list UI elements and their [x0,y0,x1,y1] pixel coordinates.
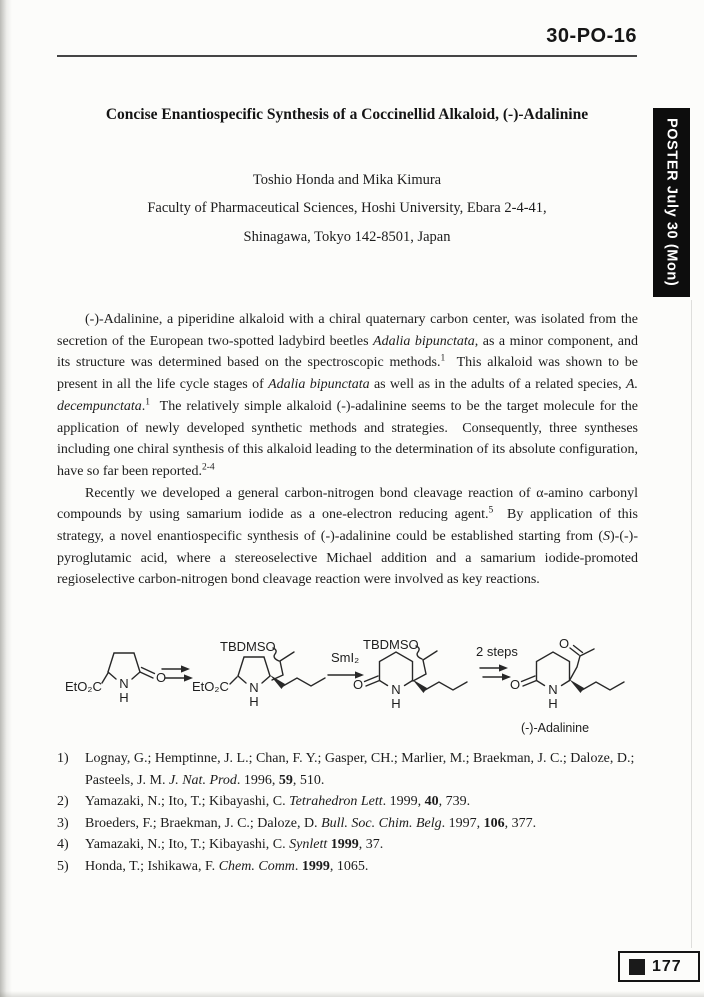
affiliation-line-1: Faculty of Pharmaceutical Sciences, Hoshi University, Ebara 2-4-41, [147,200,547,216]
species-name-italic: A. decempunctata [57,377,639,414]
ref-separator: . [294,858,302,874]
label-two-steps: 2 steps [476,644,518,659]
label-tbdmso-group: TBDMSO [363,637,419,652]
ref-authors: Honda, T.; Ishikawa, F. [85,858,219,874]
text-run: . [141,398,146,414]
scan-crease-line [691,300,692,948]
page-number-square-icon [629,959,645,975]
text-run: The relatively simple alkaloid (-)-adalinine seems to be the target molecule for the application of newly developed synthetic methods and strategies. Consequently, three syntheses including one chiral synthesis of this alkaloid leading to the determination of its absolute configuration, have so far been reported. [57,398,638,479]
structure-pyrrolidine-intermediate [192,639,325,709]
authors-line: Toshio Honda and Mika Kimura [252,172,442,188]
atom-label-oxygen: O [509,677,521,692]
ref-volume-bold: 106 [483,815,505,831]
reference-superscript: 1 [145,397,150,408]
structure-ethyl-pyroglutamate [65,653,166,705]
ref-journal-italic: Tetrahedron Lett [289,794,383,810]
scan-edge-shadow-bottom [0,991,704,997]
reference-superscript: 1 [440,353,446,364]
ref-journal-italic: Bull. Soc. Chim. Belg [321,815,442,831]
ref-separator: . 1997, [441,815,484,831]
reference-item [57,856,641,878]
ref-volume-bold: 59 [278,772,293,788]
text-run: Recently we developed a general carbon-nitrogen bond cleavage reaction of α-amino carbonyl compounds by using samarium iodide as a one-electron reducing agent. [57,485,638,523]
abstract-paragraph-1 [57,309,638,483]
ref-volume-bold: 40 [424,794,439,810]
header-divider-rule [57,55,637,57]
reference-superscript: 2-4 [201,462,215,473]
ref-pages: , 510. [292,772,325,788]
double-reaction-arrow-2 [476,644,518,681]
species-name-italic: Adalia bipunctata [373,333,475,349]
text-run: (-)-Adalinine, a piperidine alkaloid with a chiral quaternary carbon center, was isolated from the secretion of the European two-spotted ladybird beetles [57,312,638,349]
ref-authors: Yamazaki, N.; Ito, T.; Kibayashi, C. [85,837,290,853]
ref-volume-bold: 1999 [330,837,359,853]
atom-label-hydrogen: H [249,694,259,709]
product-name-label: (-)-Adalinine [520,721,590,735]
atom-label-nitrogen: N [249,680,259,695]
label-tbdmso-group: TBDMSO [220,639,276,654]
double-reaction-arrow-1 [162,665,193,681]
text-run: By application of this strategy, a novel enantiospecific synthesis of (-)-adalinine could be established starting from ( [57,507,638,545]
ref-journal-italic: Synlett [289,837,328,853]
ref-number: 2) [57,794,69,810]
label-ester-group: EtO₂C [65,679,102,694]
atom-label-oxygen: O [558,636,570,651]
ref-number: 4) [57,837,69,853]
ref-journal-italic: Chem. Comm [218,858,295,874]
text-run: This alkaloid was shown to be present in all the life cycle stages of [57,355,638,393]
ref-number: 5) [57,858,69,874]
ref-pages: , 739. [438,794,471,810]
reaction-scheme-svg [52,622,652,747]
page-number-box [618,951,700,982]
atom-label-nitrogen: N [119,676,129,691]
ref-pages: , 37. [358,837,384,853]
ref-separator: . 1996, [236,772,279,788]
text-run: , as a minor component, and its structure was determined based on the spectroscopic methods. [57,333,638,371]
atom-label-oxygen: O [156,670,167,685]
reference-item [57,813,641,835]
atom-label-nitrogen: N [391,682,401,697]
poster-session-label: POSTER July 30 (Mon) [663,118,680,287]
atom-label-oxygen: O [352,677,364,692]
label-ester-group: EtO₂C [192,679,229,694]
ref-pages: , 1065. [329,858,369,874]
ref-volume-bold: 1999 [301,858,330,874]
reference-item [57,834,641,856]
scan-edge-shadow-left [0,0,12,997]
ref-authors: Lognay, G.; Hemptinne, J. L.; Chan, F. Y.; Gasper, CH.; Marlier, M.; Braekman, J. C.; Daloze, D.; Pasteels, J. M. [85,751,635,788]
reference-item [57,748,641,791]
reference-item [57,791,641,813]
label-samarium-iodide: SmI₂ [331,650,360,665]
smi2-reaction-arrow [328,650,364,679]
ref-authors: Yamazaki, N.; Ito, T.; Kibayashi, C. [85,794,290,810]
abstract-body [57,309,638,591]
reference-list [57,748,641,878]
ref-number: 1) [57,751,69,766]
atom-label-hydrogen: H [119,690,129,705]
atom-label-hydrogen: H [548,696,558,711]
species-name-italic: Adalia bipunctata [268,377,370,393]
ref-number: 3) [57,815,69,831]
paper-code: 30-PO-16 [546,25,637,47]
structure-adalinine [510,636,624,735]
ref-authors: Broeders, F.; Braekman, J. C.; Daloze, D. [85,815,322,831]
reference-superscript: 5 [488,505,494,516]
text-run: )-(-)-pyroglutamic acid, where a stereoselective Michael addition and a samarium iodide-promoted regioselective carbon-nitrogen bond cleavage reaction were involved as key reactions. [57,529,638,588]
stereo-descriptor-italic: S [603,529,611,545]
paper-title: Concise Enantiospecific Synthesis of a Coccinellid Alkaloid, (-)-Adalinine [105,106,589,123]
atom-label-nitrogen: N [548,682,558,697]
abstract-paragraph-2 [57,483,638,592]
structure-piperidinone-intermediate [353,637,467,711]
atom-label-hydrogen: H [391,696,401,711]
ref-separator: . 1999, [382,794,425,810]
page-number: 177 [652,957,682,975]
text-run: as well as in the adults of a related species, [369,377,626,393]
affiliation-line-2: Shinagawa, Tokyo 142-8501, Japan [243,229,451,245]
ref-pages: , 377. [504,815,537,831]
ref-journal-italic: J. Nat. Prod [169,772,237,788]
poster-session-side-tab [653,108,690,297]
